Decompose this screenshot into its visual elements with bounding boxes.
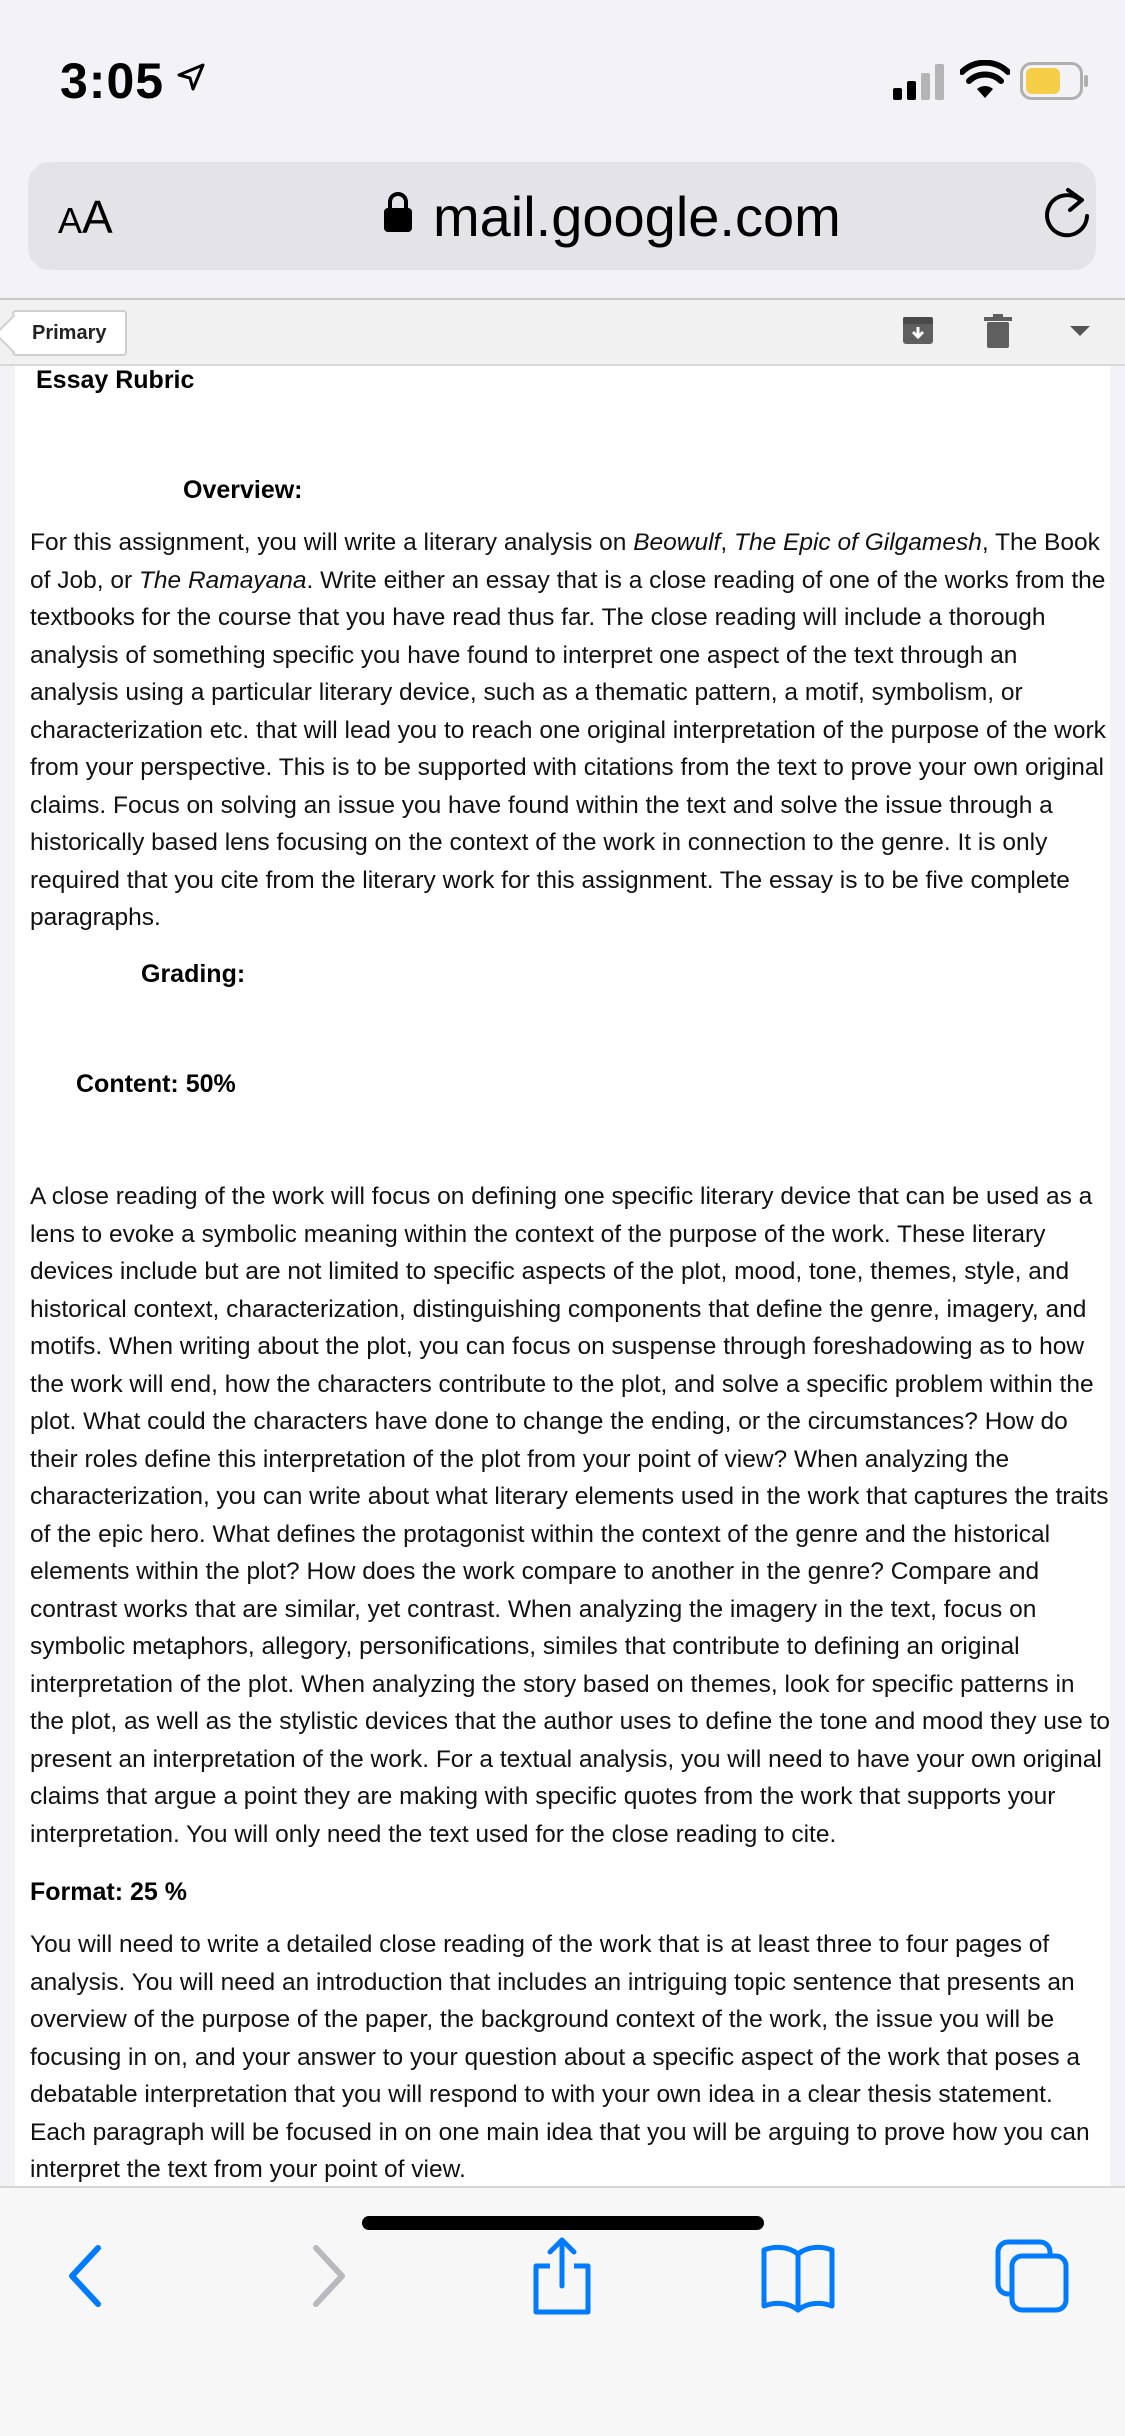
trash-icon[interactable] — [984, 314, 1012, 348]
overview-paragraph: For this assignment, you will write a literary analysis on Beowulf, The Epic of Gilgamesh, The Book of Job, or The Ramayana. Write either an essay that is a close reading of one of the works from the textbooks for the course that you have read thus far. The close reading will include a thorough analysis of something specific you have found to interpret one aspect of the text through an analysis using a particular literary device, such as a thematic pattern, a motif, symbolism, or characterization etc. that will lead you to reach one original interpretation of the purpose of the work from your perspective. This is to be supported with citations from the text to prove your own original claims. Focus on solving an issue you have found within the text and solve the issue through a historically based lens focusing on the context of the work in connection to the genre. It is only required that you cite from the literary work for this assignment. The essay is to be five complete paragraphs. — [30, 529, 1106, 931]
share-icon[interactable] — [522, 2236, 602, 2316]
lock-icon — [383, 190, 413, 234]
url-text[interactable]: mail.google.com — [433, 185, 841, 248]
content-paragraph: A close reading of the work will focus on defining one specific literary device that can be used as a lens to evoke a symbolic meaning within the context of the purpose of the work. These literary devices include but are not limited to specific aspects of the plot, mood, tone, themes, style, and historical context, characterization, distinguishing components that define the genre, imagery, and motifs. When writing about the plot, you can focus on suspense through foreshadowing as to how the work will end, how the characters contribute to the plot, and solve a specific problem within the plot. What could the characters have done to change the ending, or the circumstances? How do their roles define this interpretation of the plot from your point of view? When analyzing the characterization, you can write about what literary elements used in the work that captures the traits of the epic hero. What defines the protagonist within the context of the genre and the historical elements within the plot? How does the work compare to another in the genre? Compare and contrast works that are similar, yet contrast. When analyzing the imagery in the text, focus on symbolic metaphors, allegory, personifications, similes that contribute to defining an original interpretation of the plot. When analyzing the story based on themes, look for specific patterns in the plot, as well as the stylistic devices that the author uses to define the tone and mood they use to present an interpretation of the work. For a textual analysis, you will need to have your own original claims that argue a point they are making with specific quotes from the work that supports your interpretation. You will only need the text used for the close reading to cite. — [30, 1183, 1110, 1848]
primary-tab-button[interactable]: Primary — [12, 310, 127, 356]
address-bar[interactable] — [28, 162, 1096, 270]
forward-icon[interactable] — [288, 2236, 368, 2316]
reload-icon[interactable] — [1040, 186, 1094, 242]
home-indicator[interactable] — [362, 2216, 764, 2230]
content-heading: Content: 50% — [76, 1070, 236, 1098]
cellular-signal-icon — [893, 64, 945, 100]
mail-toolbar — [0, 298, 1125, 366]
email-subject: Essay Rubric — [36, 366, 195, 394]
reader-text-size-button[interactable]: AA — [58, 191, 113, 243]
email-body — [15, 366, 1110, 2186]
overview-heading: Overview: — [183, 476, 303, 504]
format-heading: Format: 25 % — [30, 1878, 187, 1906]
bookmarks-icon[interactable] — [758, 2236, 838, 2316]
status-bar — [0, 0, 1125, 150]
location-arrow-icon — [176, 62, 206, 92]
archive-icon[interactable] — [902, 314, 934, 346]
dropdown-caret-icon[interactable] — [1070, 324, 1090, 338]
battery-icon — [1020, 62, 1090, 100]
tabs-icon[interactable] — [992, 2236, 1072, 2316]
grading-heading: Grading: — [141, 960, 246, 988]
back-icon[interactable] — [46, 2236, 126, 2316]
format-paragraph: You will need to write a detailed close reading of the work that is at least three to four pages of analysis. You will need an introduction that includes an intriguing topic sentence that presents an overview of the purpose of the paper, the background context of the work, the issue you will be focusing in on, and your answer to your question about a specific aspect of the work that poses a debatable interpretation that you will respond to with your own idea in a clear thesis statement. Each paragraph will be focused in on one main idea that you will be arguing to prove how you can interpret the text from your point of view. — [30, 1931, 1090, 2183]
wifi-icon — [960, 60, 1010, 100]
status-time: 3:05 — [60, 53, 165, 109]
